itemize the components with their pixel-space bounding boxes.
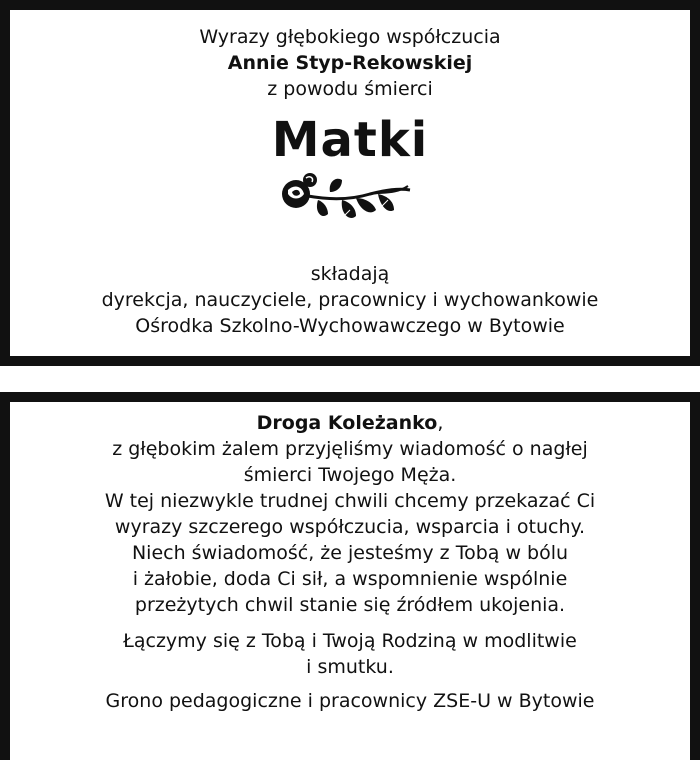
- signers-line-1: dyrekcja, nauczyciele, pracownicy i wychowankowie: [101, 289, 599, 311]
- cause-line: z powodu śmierci: [267, 78, 433, 100]
- rose-icon: [270, 170, 430, 234]
- message-line: Niech świadomość, że jesteśmy z Tobą w bólu: [131, 542, 569, 564]
- signers-block: [10, 261, 690, 339]
- bottom-notice-body: [10, 410, 690, 714]
- signers-line-2: Ośrodka Szkolno-Wychowawczego w Bytowie: [135, 315, 565, 337]
- signature: Grono pedagogiczne i pracownicy ZSE-U w Bytowie: [105, 690, 595, 712]
- closing-line-2: i smutku.: [306, 656, 394, 678]
- message-line: śmierci Twojego Męża.: [243, 464, 457, 486]
- greeting: [10, 410, 690, 436]
- message-line: W tej niezwykle trudnej chwili chcemy przekazać Ci: [104, 490, 596, 512]
- condolence-notice-bottom: [0, 392, 700, 760]
- signers-intro: składają: [310, 263, 390, 285]
- top-notice-body: [10, 24, 690, 234]
- message-line: wyrazy szczerego współczucia, wsparcia i otuchy.: [114, 516, 586, 538]
- recipient-name: Annie Styp-Rekowskiej: [227, 52, 473, 74]
- message-line: i żałobie, doda Ci sił, a wspomnienie wspólnie: [132, 568, 568, 590]
- condolence-notice-top: [0, 0, 700, 366]
- deceased-title: Matki: [271, 112, 429, 168]
- closing-line-1: Łączymy się z Tobą i Twoją Rodziną w modlitwie: [123, 630, 577, 652]
- greeting-punct: ,: [437, 412, 444, 434]
- condolence-intro: Wyrazy głębokiego współczucia: [199, 26, 501, 48]
- message-line: z głębokim żalem przyjęliśmy wiadomość o nagłej: [112, 438, 588, 460]
- message-line: przeżytych chwil stanie się źródłem ukojenia.: [134, 594, 566, 616]
- greeting-name: Droga Koleżanko: [256, 412, 438, 434]
